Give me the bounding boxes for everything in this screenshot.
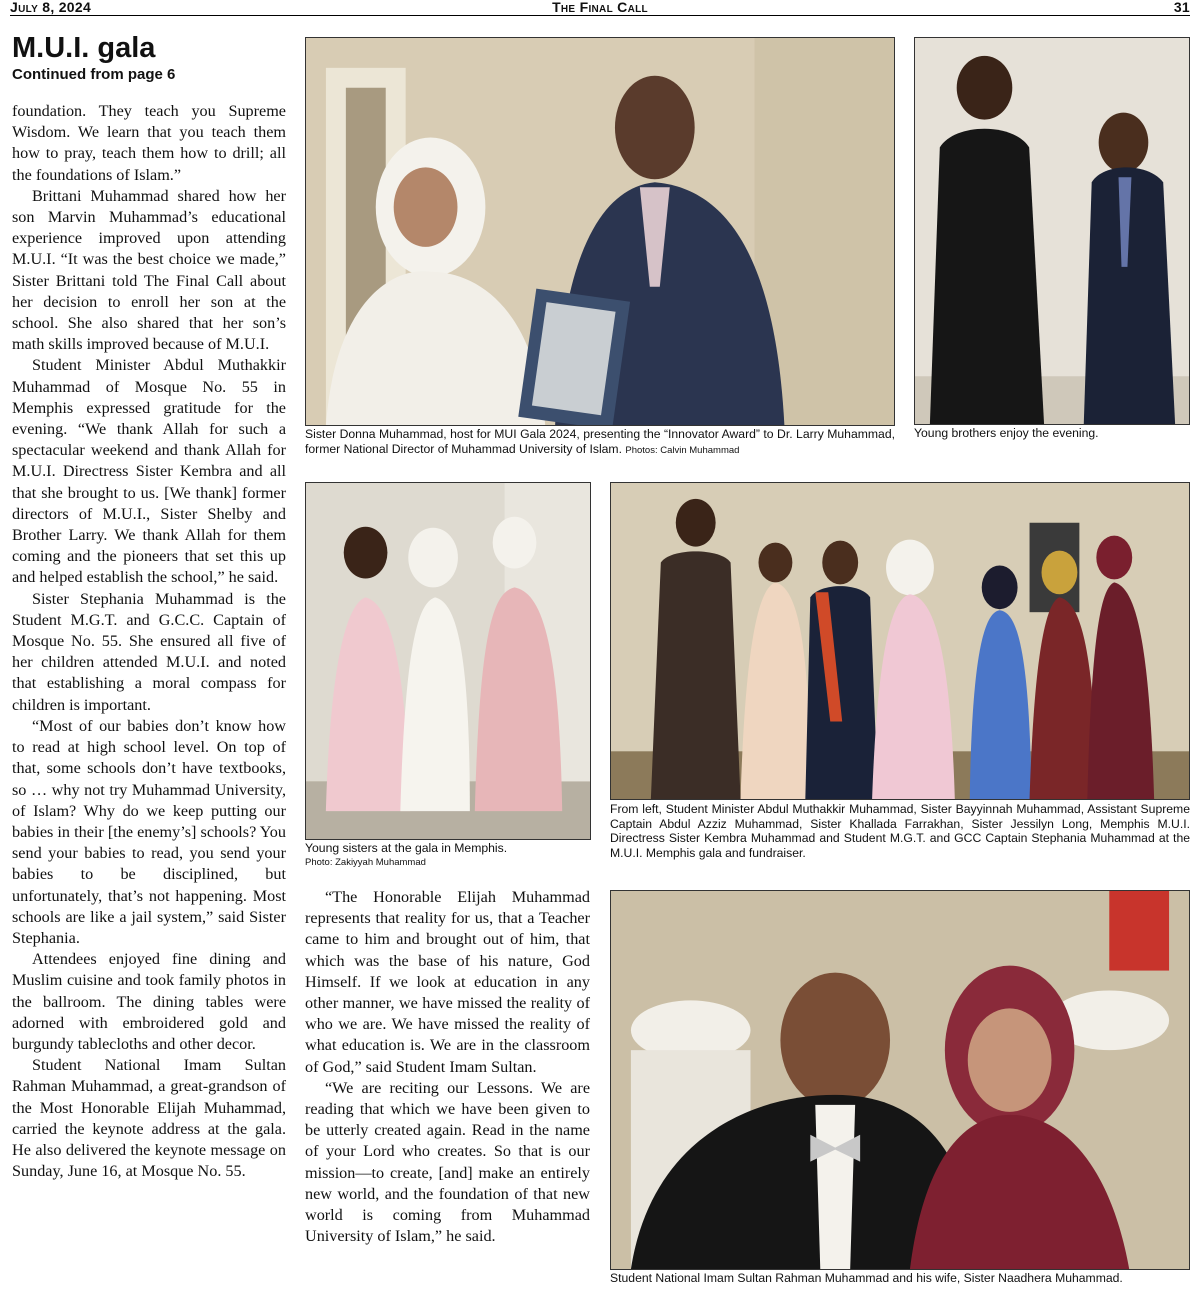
- caption-group: From left, Student Minister Abdul Muthakkir Muhammad, Sister Bayyinnah Muhammad, Assistant Supreme Captain Abdul Azziz Muhammad, Sister Khallada Farrakhan, Sister Jessilyn Long, Memphis M.U.I. Directress Sister Kembra Muhammad and Student M.G.T. and GCC Captain Stephania Muhammad at the M.U.I. Memphis gala and fundraiser.: [610, 802, 1190, 860]
- paragraph: Attendees enjoyed fine dining and Muslim cuisine and took family photos in the ballroom. The dining tables were adorned with embroidered gold and burgundy tablecloths and other decor.: [12, 950, 286, 1053]
- caption-young-brothers: Young brothers enjoy the evening.: [914, 426, 1099, 440]
- issue-date: July 8, 2024: [10, 0, 92, 15]
- photo-award-presentation: [305, 37, 895, 426]
- paragraph: “We are reciting our Lessons. We are reading that which we have been given to be utterly created again. Read in the name of your Lord who creates. So that is our mission—to create, [and] make an entirely new world, and the foundation of that new world is coming from Muhammad University of Islam,” he said.: [305, 1078, 590, 1246]
- paragraph: Student Minister Abdul Muthakkir Muhammad of Mosque No. 55 in Memphis expressed gratitude for the evening. “We thank Allah for such a spectacular weekend and thank Allah for M.U.I. Directress Sister Kembra and all that she brought to us. [We thank] former directors of M.U.I., Sister Shelby and Brother Larry. We thank Allah for them coming and the pioneers that set this up and helped establish the school,” he said.: [12, 356, 286, 587]
- caption-young-sisters: Young sisters at the gala in Memphis. Photo: Zakiyyah Muhammad: [305, 841, 591, 870]
- continued-note: Continued from page 6: [12, 66, 176, 83]
- paragraph: “Most of our babies don’t know how to read at high school level. On top of that, some schools don’t have textbooks, so … why not try Muhammad University, of Islam? Why do we keep putting our babies in their [the enemy’s] schools? You send your babies to read, you send your babies to be disciplined, but unfortunately, that’s not happening. Most schools are like a jail system,” said Sister Stephania.: [12, 716, 286, 947]
- caption-couple: Student National Imam Sultan Rahman Muhammad and his wife, Sister Naadhera Muhammad.: [610, 1271, 1123, 1285]
- photo-credit: Photos: Calvin Muhammad: [625, 444, 740, 456]
- paragraph: foundation. They teach you Supreme Wisdom. We learn that you teach them how to pray, teach them how to drill; all the foundations of Islam.”: [12, 102, 286, 184]
- photo-couple: [610, 890, 1190, 1270]
- photo-young-sisters: [305, 482, 591, 840]
- photo-group: [610, 482, 1190, 800]
- article-headline: M.U.I. gala: [12, 32, 156, 64]
- paragraph: Sister Stephania Muhammad is the Student M.G.T. and G.C.C. Captain of Mosque No. 55. She ensured all five of her children attended M.U.I. and noted that establishing a moral compass for children is important.: [12, 589, 286, 714]
- photo-young-brothers: [914, 37, 1190, 425]
- caption-award-presentation: Sister Donna Muhammad, host for MUI Gala 2024, presenting the “Innovator Award” to Dr. Larry Muhammad, former National Director of Muhammad University of Islam. Photos: Calvin Muhammad: [305, 427, 895, 456]
- article-column-1: [12, 101, 286, 1182]
- paragraph: Student National Imam Sultan Rahman Muhammad, a great-grandson of the Most Honorable Elijah Muhammad, carried the keynote address at the gala. He also delivered the keynote message on Sunday, June 16, at Mosque No. 55.: [12, 1056, 286, 1181]
- paragraph: Brittani Muhammad shared how her son Marvin Muhammad’s educational experience improved upon attending M.U.I. “It was the best choice we made,” Sister Brittani told The Final Call about her decision to enroll her son at the school. She also shared that her son’s math skills improved because of M.U.I.: [12, 186, 286, 354]
- paragraph: “The Honorable Elijah Muhammad represents that reality for us, that a Teacher came to him and brought out of him, that which was the base of his nature, God Himself. If we look at education in any other manner, we have missed the reality of who we are. We have missed the reality of what education is. We are in the classroom of God,” said Student Imam Sultan.: [305, 888, 590, 1076]
- article-column-2: [305, 887, 590, 1247]
- page-number: 31: [1173, 0, 1190, 15]
- paper-name: The Final Call: [552, 0, 648, 15]
- masthead: [10, 0, 1190, 16]
- photo-credit: Photo: Zakiyyah Muhammad: [305, 856, 426, 868]
